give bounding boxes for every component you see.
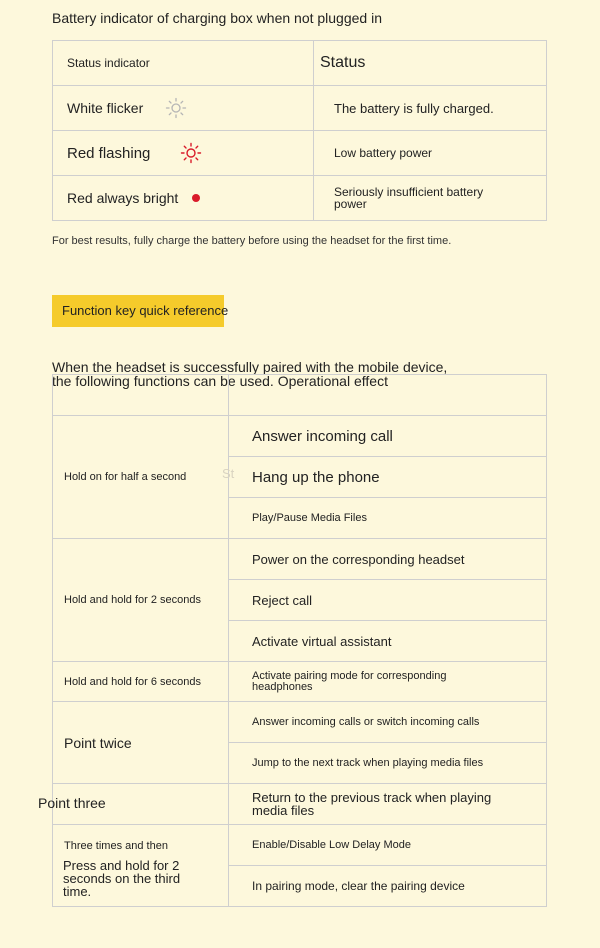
effect-cell: Activate virtual assistant bbox=[229, 621, 547, 662]
effect-cell: Answer incoming call bbox=[229, 416, 547, 457]
effect-cell: Power on the corresponding headset bbox=[229, 539, 547, 580]
effect-cell: Play/Pause Media Files bbox=[229, 498, 547, 539]
sun-icon bbox=[180, 142, 202, 164]
effect-cell: In pairing mode, clear the pairing device bbox=[229, 866, 547, 907]
battery-section-title: Battery indicator of charging box when not plugged in bbox=[52, 10, 382, 26]
table-header-row bbox=[53, 41, 547, 86]
table-header-row bbox=[53, 375, 547, 416]
status-cell: The battery is fully charged. bbox=[314, 86, 547, 131]
indicator-label: Red flashing bbox=[67, 144, 151, 162]
key-label-point-three: Point three bbox=[38, 795, 106, 811]
key-label-three-times: Three times and then bbox=[64, 840, 168, 852]
faded-text: St bbox=[222, 466, 235, 481]
effect-cell: Jump to the next track when playing media files bbox=[229, 743, 547, 784]
table-row bbox=[53, 416, 547, 457]
effect-cell: Answer incoming calls or switch incoming calls bbox=[229, 702, 547, 743]
header-status-indicator: Status indicator bbox=[53, 41, 314, 86]
indicator-cell bbox=[53, 176, 314, 221]
table-row bbox=[53, 131, 547, 176]
intro-line-1: When the headset is successfully paired with the mobile device, bbox=[52, 359, 448, 375]
effect-cell: Hang up the phone bbox=[229, 457, 547, 498]
table-row bbox=[53, 539, 547, 580]
intro-line-2: the following functions can be used. Operational effect bbox=[52, 373, 388, 389]
header-status: Status bbox=[314, 41, 547, 86]
table-row bbox=[53, 86, 547, 131]
indicator-cell bbox=[53, 131, 314, 176]
sun-icon bbox=[165, 97, 187, 119]
key-cell: Hold on for half a second bbox=[53, 416, 229, 539]
effect-cell: Reject call bbox=[229, 580, 547, 621]
indicator-label: Red always bright bbox=[67, 190, 179, 206]
key-cell: Point twice bbox=[53, 702, 229, 784]
key-cell: Hold and hold for 6 seconds bbox=[53, 662, 229, 702]
effect-cell: Activate pairing mode for corresponding headphones bbox=[229, 662, 547, 702]
effect-cell: Enable/Disable Low Delay Mode bbox=[229, 825, 547, 866]
table-row bbox=[53, 176, 547, 221]
table-row bbox=[53, 784, 547, 825]
charging-note: For best results, fully charge the battery before using the headset for the first time. bbox=[52, 235, 452, 247]
key-label-press-hold: Press and hold for 2 seconds on the third time. bbox=[63, 858, 181, 899]
key-cell: Hold and hold for 2 seconds bbox=[53, 539, 229, 662]
effect-cell: Return to the previous track when playing media files bbox=[229, 784, 547, 825]
function-section-heading: Function key quick reference bbox=[62, 303, 229, 318]
status-cell: Seriously insufficient battery power bbox=[314, 176, 547, 221]
status-cell: Low battery power bbox=[314, 131, 547, 176]
indicator-label: White flicker bbox=[67, 100, 144, 116]
header-empty-effect bbox=[229, 375, 547, 416]
table-row bbox=[53, 702, 547, 743]
indicator-cell bbox=[53, 86, 314, 131]
red-dot-icon bbox=[192, 194, 200, 202]
battery-status-table bbox=[52, 40, 547, 221]
table-row bbox=[53, 662, 547, 702]
function-key-table bbox=[52, 374, 547, 907]
header-empty-key bbox=[53, 375, 229, 416]
